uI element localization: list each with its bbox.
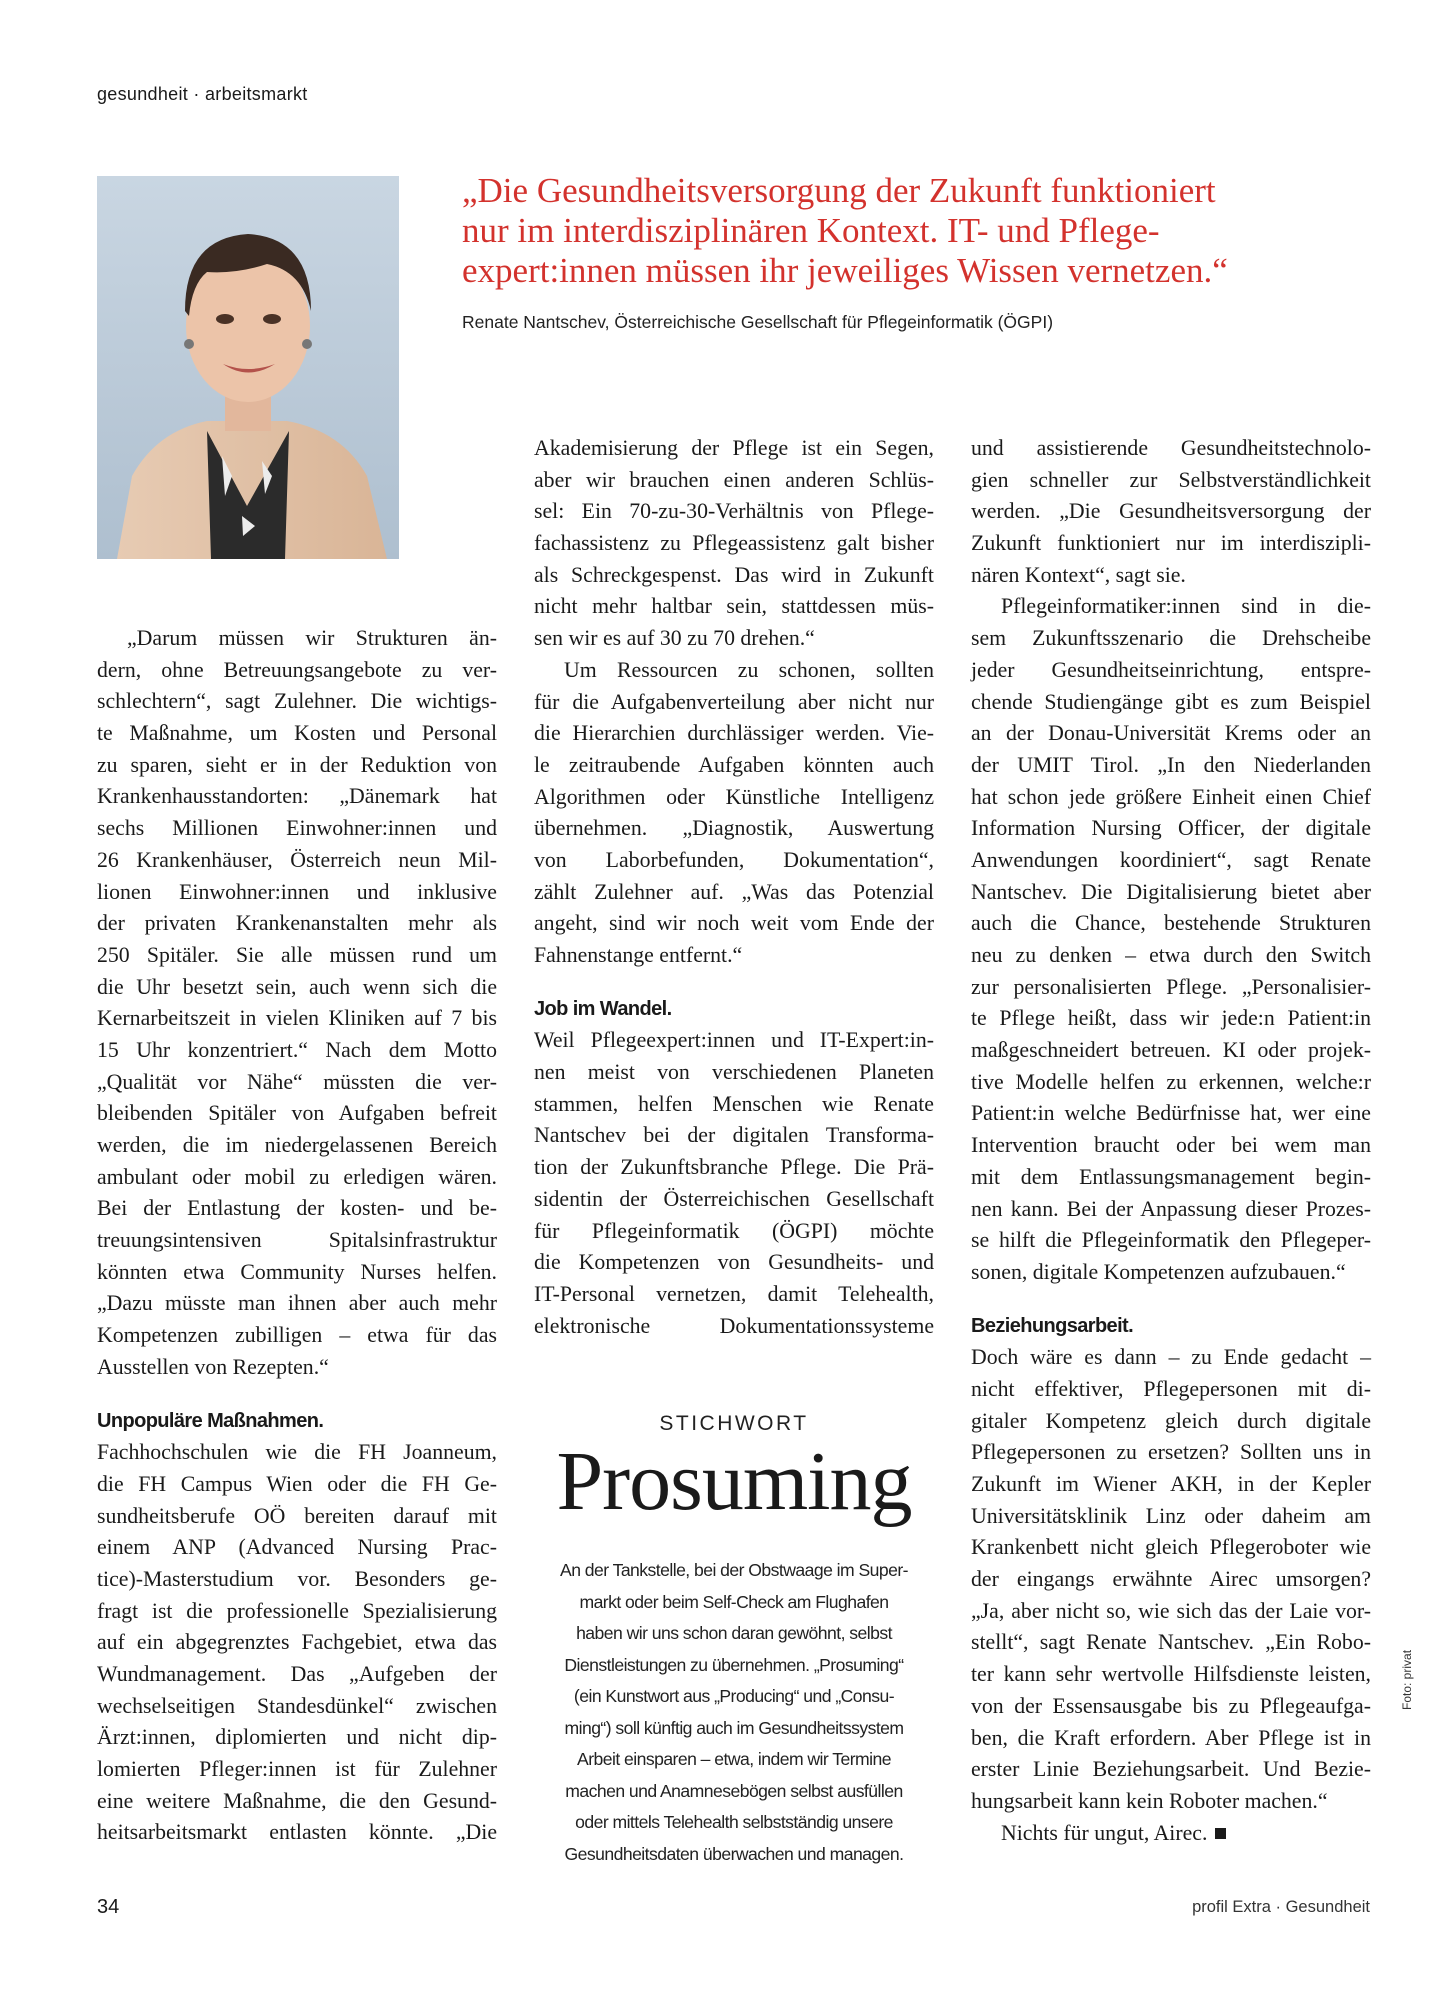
text-line: Anwendungen koordiniert“, sagt Renate xyxy=(971,847,1371,872)
text-line: die Uhr besetzt sein, auch wenn sich die xyxy=(97,974,497,999)
text-line: der eingangs erwähnte Airec umsorgen? xyxy=(971,1567,1371,1592)
text-line: Nantschev bei der digitalen Transforma- xyxy=(534,1123,934,1148)
sidebar-line: haben wir uns schon daran gewöhnt, selbst xyxy=(576,1623,892,1643)
text-line: gien schneller zur Selbstverständlichkeit xyxy=(971,467,1371,492)
text-line: Information Nursing Officer, der digitale xyxy=(971,816,1371,841)
text-line: die Hierarchien durchlässiger werden. Vie- xyxy=(534,721,934,746)
subsection-name: arbeitsmarkt xyxy=(204,84,308,104)
article-column-1 xyxy=(97,623,497,1849)
text-line: „Dazu müsste man ihnen aber auch mehr xyxy=(97,1291,497,1316)
photo-credit: Foto: privat xyxy=(1400,1649,1414,1710)
text-line: Nantschev. Die Digitalisierung bietet aber xyxy=(971,879,1371,904)
text-line: sel: Ein 70-zu-30-Verhältnis von Pflege- xyxy=(534,499,934,524)
text-line: der privaten Krankenanstalten mehr als xyxy=(97,911,497,936)
sidebar-line: ming“) soll künftig auch im Gesundheitssystem xyxy=(564,1717,904,1738)
text-line: dern, ohne Betreuungsangebote zu ver- xyxy=(97,657,497,682)
text-line: treuungsintensiven Spitalsinfrastruktur xyxy=(97,1228,497,1253)
quote-attribution: Renate Nantschev, Österreichische Gesellschaft für Pflegeinformatik (ÖGPI) xyxy=(462,312,1054,332)
text-line: Intervention braucht oder bei wem man xyxy=(971,1133,1371,1158)
text-line: auch die Chance, bestehende Strukturen xyxy=(971,911,1371,936)
text-line: für Pflegeinformatik (ÖGPI) möchte xyxy=(534,1218,934,1243)
text-line: chende Studiengänge gibt es zum Beispiel xyxy=(971,689,1371,714)
text-line: für die Aufgabenverteilung aber nicht nur xyxy=(534,689,934,714)
text-line: 26 Krankenhäuser, Österreich neun Mil- xyxy=(97,847,497,872)
section-header xyxy=(97,84,308,105)
text-line: tion der Zukunftsbranche Pflege. Die Prä- xyxy=(534,1155,934,1180)
text-line: nicht mehr haltbar sein, stattdessen müs- xyxy=(534,594,934,619)
section-heading: Beziehungsarbeit. xyxy=(971,1314,1134,1337)
text-line: hat schon jede größere Einheit einen Chief xyxy=(971,784,1371,809)
text-line: sem Zukunftsszenario die Drehscheibe xyxy=(971,626,1371,651)
text-line: nicht effektiver, Pflegepersonen mit di- xyxy=(971,1376,1371,1401)
text-line: fachassistenz zu Pflegeassistenz galt bisher xyxy=(534,531,934,556)
text-line: schlechtern“, sagt Zulehner. Die wichtigs- xyxy=(97,689,497,714)
text-line: sen wir es auf 30 zu 70 drehen.“ xyxy=(534,626,815,651)
text-line: gitaler Kompetenz gleich durch digitale xyxy=(971,1408,1371,1433)
text-line: Bei der Entlastung der kosten- und be- xyxy=(97,1196,497,1221)
closing-text: Nichts für ungut, Airec. xyxy=(1001,1820,1208,1845)
sidebar-kicker: STICHWORT xyxy=(659,1412,809,1435)
text-line: wechselseitigen Standesdünkel“ zwischen xyxy=(97,1693,497,1718)
text-line: aber wir brauchen einen anderen Schlüs- xyxy=(534,467,934,492)
text-line: Pflegepersonen zu ersetzen? Sollten uns in xyxy=(971,1440,1371,1465)
text-line: nen meist von verschiedenen Planeten xyxy=(534,1060,934,1085)
text-line: an der Donau-Universität Krems oder an xyxy=(971,721,1371,746)
text-line: und assistierende Gesundheitstechnolo- xyxy=(971,436,1371,460)
text-line: zur personalisierten Pflege. „Personalisier- xyxy=(971,974,1371,999)
text-line: Fahnenstange entfernt.“ xyxy=(534,943,743,967)
pull-quote-line: expert:innen müssen ihr jeweiliges Wissen vernetzen.“ xyxy=(462,251,1228,290)
closing-line xyxy=(971,1818,1371,1850)
text-line: hungsarbeit kann kein Roboter machen.“ xyxy=(971,1788,1328,1813)
text-line: sidentin der Österreichischen Gesellschaft xyxy=(534,1186,934,1211)
sidebar-line: Dienstleistungen zu übernehmen. „Prosuming“ xyxy=(564,1654,904,1675)
text-line: als Schreckgespenst. Das wird in Zukunft xyxy=(534,562,934,587)
text-line: te Maßnahme, um Kosten und Personal xyxy=(97,721,497,746)
text-line: te Pflege heißt, dass wir jede:n Patient:in xyxy=(971,1006,1371,1031)
text-line: nen kann. Bei der Anpassung dieser Prozes- xyxy=(971,1196,1371,1221)
article-column-3 xyxy=(971,433,1371,1849)
text-line: Doch wäre es dann – zu Ende gedacht – xyxy=(971,1345,1371,1370)
text-line: IT-Personal vernetzen, damit Telehealth, xyxy=(534,1281,934,1306)
text-line: Ärzt:innen, diplomierten und nicht dip- xyxy=(97,1725,497,1750)
text-line: Patient:in welche Bedürfnisse hat, wer eine xyxy=(971,1101,1371,1126)
sidebar-title: Prosuming xyxy=(556,1435,912,1528)
text-line: lomierten Pfleger:innen ist für Zulehner xyxy=(97,1757,497,1782)
sidebar-line: An der Tankstelle, bei der Obstwaage im Super- xyxy=(560,1560,908,1580)
text-line: eine weitere Maßnahme, die den Gesund- xyxy=(97,1788,497,1813)
text-line: nären Kontext“, sagt sie. xyxy=(971,562,1186,587)
text-line: erster Linie Beziehungsarbeit. Und Bezie- xyxy=(971,1757,1371,1782)
sidebar-line: oder mittels Telehealth selbstständig unsere xyxy=(575,1812,893,1832)
text-line: se hilft die Pflegeinformatik den Pflegeper- xyxy=(971,1228,1371,1253)
text-line: übernehmen. „Diagnostik, Auswertung xyxy=(534,816,934,841)
text-line: angeht, sind wir noch weit vom Ende der xyxy=(534,911,934,936)
text-line: sonen, digitale Kompetenzen aufzubauen.“ xyxy=(971,1259,1346,1284)
text-line: neu zu denken – etwa durch den Switch xyxy=(971,943,1371,967)
text-line: einem ANP (Advanced Nursing Prac- xyxy=(97,1535,497,1560)
text-line: könnten etwa Community Nurses helfen. xyxy=(97,1259,497,1284)
text-line: stammen, helfen Menschen wie Renate xyxy=(534,1091,934,1116)
text-line: fragt ist die professionelle Spezialisierung xyxy=(97,1598,497,1623)
text-line: tive Modelle helfen zu erkennen, welche:r xyxy=(971,1069,1371,1094)
text-line: „Qualität vor Nähe“ müssten die ver- xyxy=(97,1069,497,1094)
text-line: heitsarbeitsmarkt entlasten könnte. „Die xyxy=(97,1820,497,1845)
portrait-photo xyxy=(97,176,399,559)
pull-quote-line: „Die Gesundheitsversorgung der Zukunft funktioniert xyxy=(462,171,1216,210)
sidebar-text xyxy=(534,1555,934,1870)
text-line: tice)-Masterstudium vor. Besonders ge- xyxy=(97,1566,497,1591)
pull-quote-line: nur im interdisziplinären Kontext. IT- und Pflege- xyxy=(462,211,1160,250)
text-line: Wundmanagement. Das „Aufgeben der xyxy=(97,1662,497,1686)
text-line: ter kann sehr wertvolle Hilfsdienste leisten, xyxy=(971,1662,1371,1687)
text-line: Fachhochschulen wie die FH Joanneum, xyxy=(97,1440,497,1465)
text-line: der UMIT Tirol. „In den Niederlanden xyxy=(971,752,1371,777)
text-line: „Darum müssen wir Strukturen än- xyxy=(127,626,497,650)
text-line: Ausstellen von Rezepten.“ xyxy=(97,1354,329,1379)
text-line: werden, die im niedergelassenen Bereich xyxy=(97,1133,497,1157)
text-line: werden. „Die Gesundheitsversorgung der xyxy=(971,499,1371,524)
page-number: 34 xyxy=(97,1896,120,1918)
text-line: auf ein abgegrenztes Fachgebiet, etwa das xyxy=(97,1630,497,1655)
text-line: Weil Pflegeexpert:innen und IT-Expert:in- xyxy=(534,1028,934,1053)
text-line: 15 Uhr konzentriert.“ Nach dem Motto xyxy=(97,1037,497,1062)
sidebar-line: Gesundheitsdaten überwachen und managen. xyxy=(564,1843,904,1864)
text-line: Zukunft im Wiener AKH, in der Kepler xyxy=(971,1472,1371,1496)
section-name: gesundheit xyxy=(97,84,189,104)
end-mark-icon xyxy=(1215,1828,1226,1839)
text-line: 250 Spitäler. Sie alle müssen rund um xyxy=(97,942,497,967)
section-heading: Job im Wandel. xyxy=(534,997,672,1020)
text-line: Akademisierung der Pflege ist ein Segen, xyxy=(534,436,934,460)
sidebar-line: (ein Kunstwort aus „Producing“ und „Consu- xyxy=(573,1686,895,1706)
section-separator: · xyxy=(188,84,205,104)
text-line: ambulant oder mobil zu erledigen wären. xyxy=(97,1164,497,1189)
text-line: ben, die Kraft erfordern. Aber Pflege ist in xyxy=(971,1725,1371,1750)
text-line: stellt“, sagt Renate Nantschev. „Ein Robo- xyxy=(971,1630,1371,1655)
sidebar-line: markt oder beim Self-Check am Flughafen xyxy=(579,1591,889,1612)
text-line: Um Ressourcen zu schonen, sollten xyxy=(564,657,934,682)
text-line: zählt Zulehner auf. „Was das Potenzial xyxy=(534,879,934,904)
text-line: jeder Gesundheitseinrichtung, entspre- xyxy=(971,657,1371,682)
section-heading: Unpopuläre Maßnahmen. xyxy=(97,1409,324,1432)
text-line: sundheitsberufe OÖ bereiten darauf mit xyxy=(97,1503,497,1528)
text-line: bleibenden Spitäler von Aufgaben befreit xyxy=(97,1101,497,1126)
text-line: Zukunft funktioniert nur im interdiszipli- xyxy=(971,531,1371,556)
sidebar-line: machen und Anamnesebögen selbst ausfüllen xyxy=(565,1780,903,1801)
text-line: mit dem Entlassungsmanagement begin- xyxy=(971,1164,1371,1189)
text-line: lionen Einwohner:innen und inklusive xyxy=(97,879,497,904)
text-line: elektronische Dokumentationssysteme xyxy=(534,1313,934,1338)
text-line: Pflegeinformatiker:innen sind in die- xyxy=(1001,594,1371,619)
text-line: Algorithmen oder Künstliche Intelligenz xyxy=(534,784,934,809)
text-line: die FH Campus Wien oder die FH Ge- xyxy=(97,1471,497,1496)
text-line: Kompetenzen zubilligen – etwa für das xyxy=(97,1323,497,1348)
footer-publication: profil Extra · Gesundheit xyxy=(1192,1898,1370,1916)
text-line: Krankenbett nicht gleich Pflegeroboter wie xyxy=(971,1535,1371,1560)
text-line: von der Essensausgabe bis zu Pflegeaufga- xyxy=(971,1693,1371,1718)
pull-quote xyxy=(462,171,1342,291)
article-column-2 xyxy=(534,433,934,1342)
text-line: zu sparen, sieht er in der Reduktion von xyxy=(97,752,497,777)
text-line: Universitätsklinik Linz oder daheim am xyxy=(971,1503,1371,1528)
text-line: von Laborbefunden, Dokumentation“, xyxy=(534,847,934,872)
text-line: „Ja, aber nicht so, wie sich das der Laie vor- xyxy=(971,1598,1371,1623)
sidebar-line: Arbeit einsparen – etwa, indem wir Termine xyxy=(577,1749,891,1769)
text-line: maßgeschneidert betreuen. KI oder projek- xyxy=(971,1038,1371,1063)
text-line: sechs Millionen Einwohner:innen und xyxy=(97,816,497,841)
text-line: die Kompetenzen von Gesundheits- und xyxy=(534,1250,934,1275)
text-line: le zeitraubende Aufgaben könnten auch xyxy=(534,752,934,777)
text-line: Kernarbeitszeit in vielen Kliniken auf 7 bis xyxy=(97,1006,497,1031)
text-line: Krankenhausstandorten: „Dänemark hat xyxy=(97,784,497,809)
